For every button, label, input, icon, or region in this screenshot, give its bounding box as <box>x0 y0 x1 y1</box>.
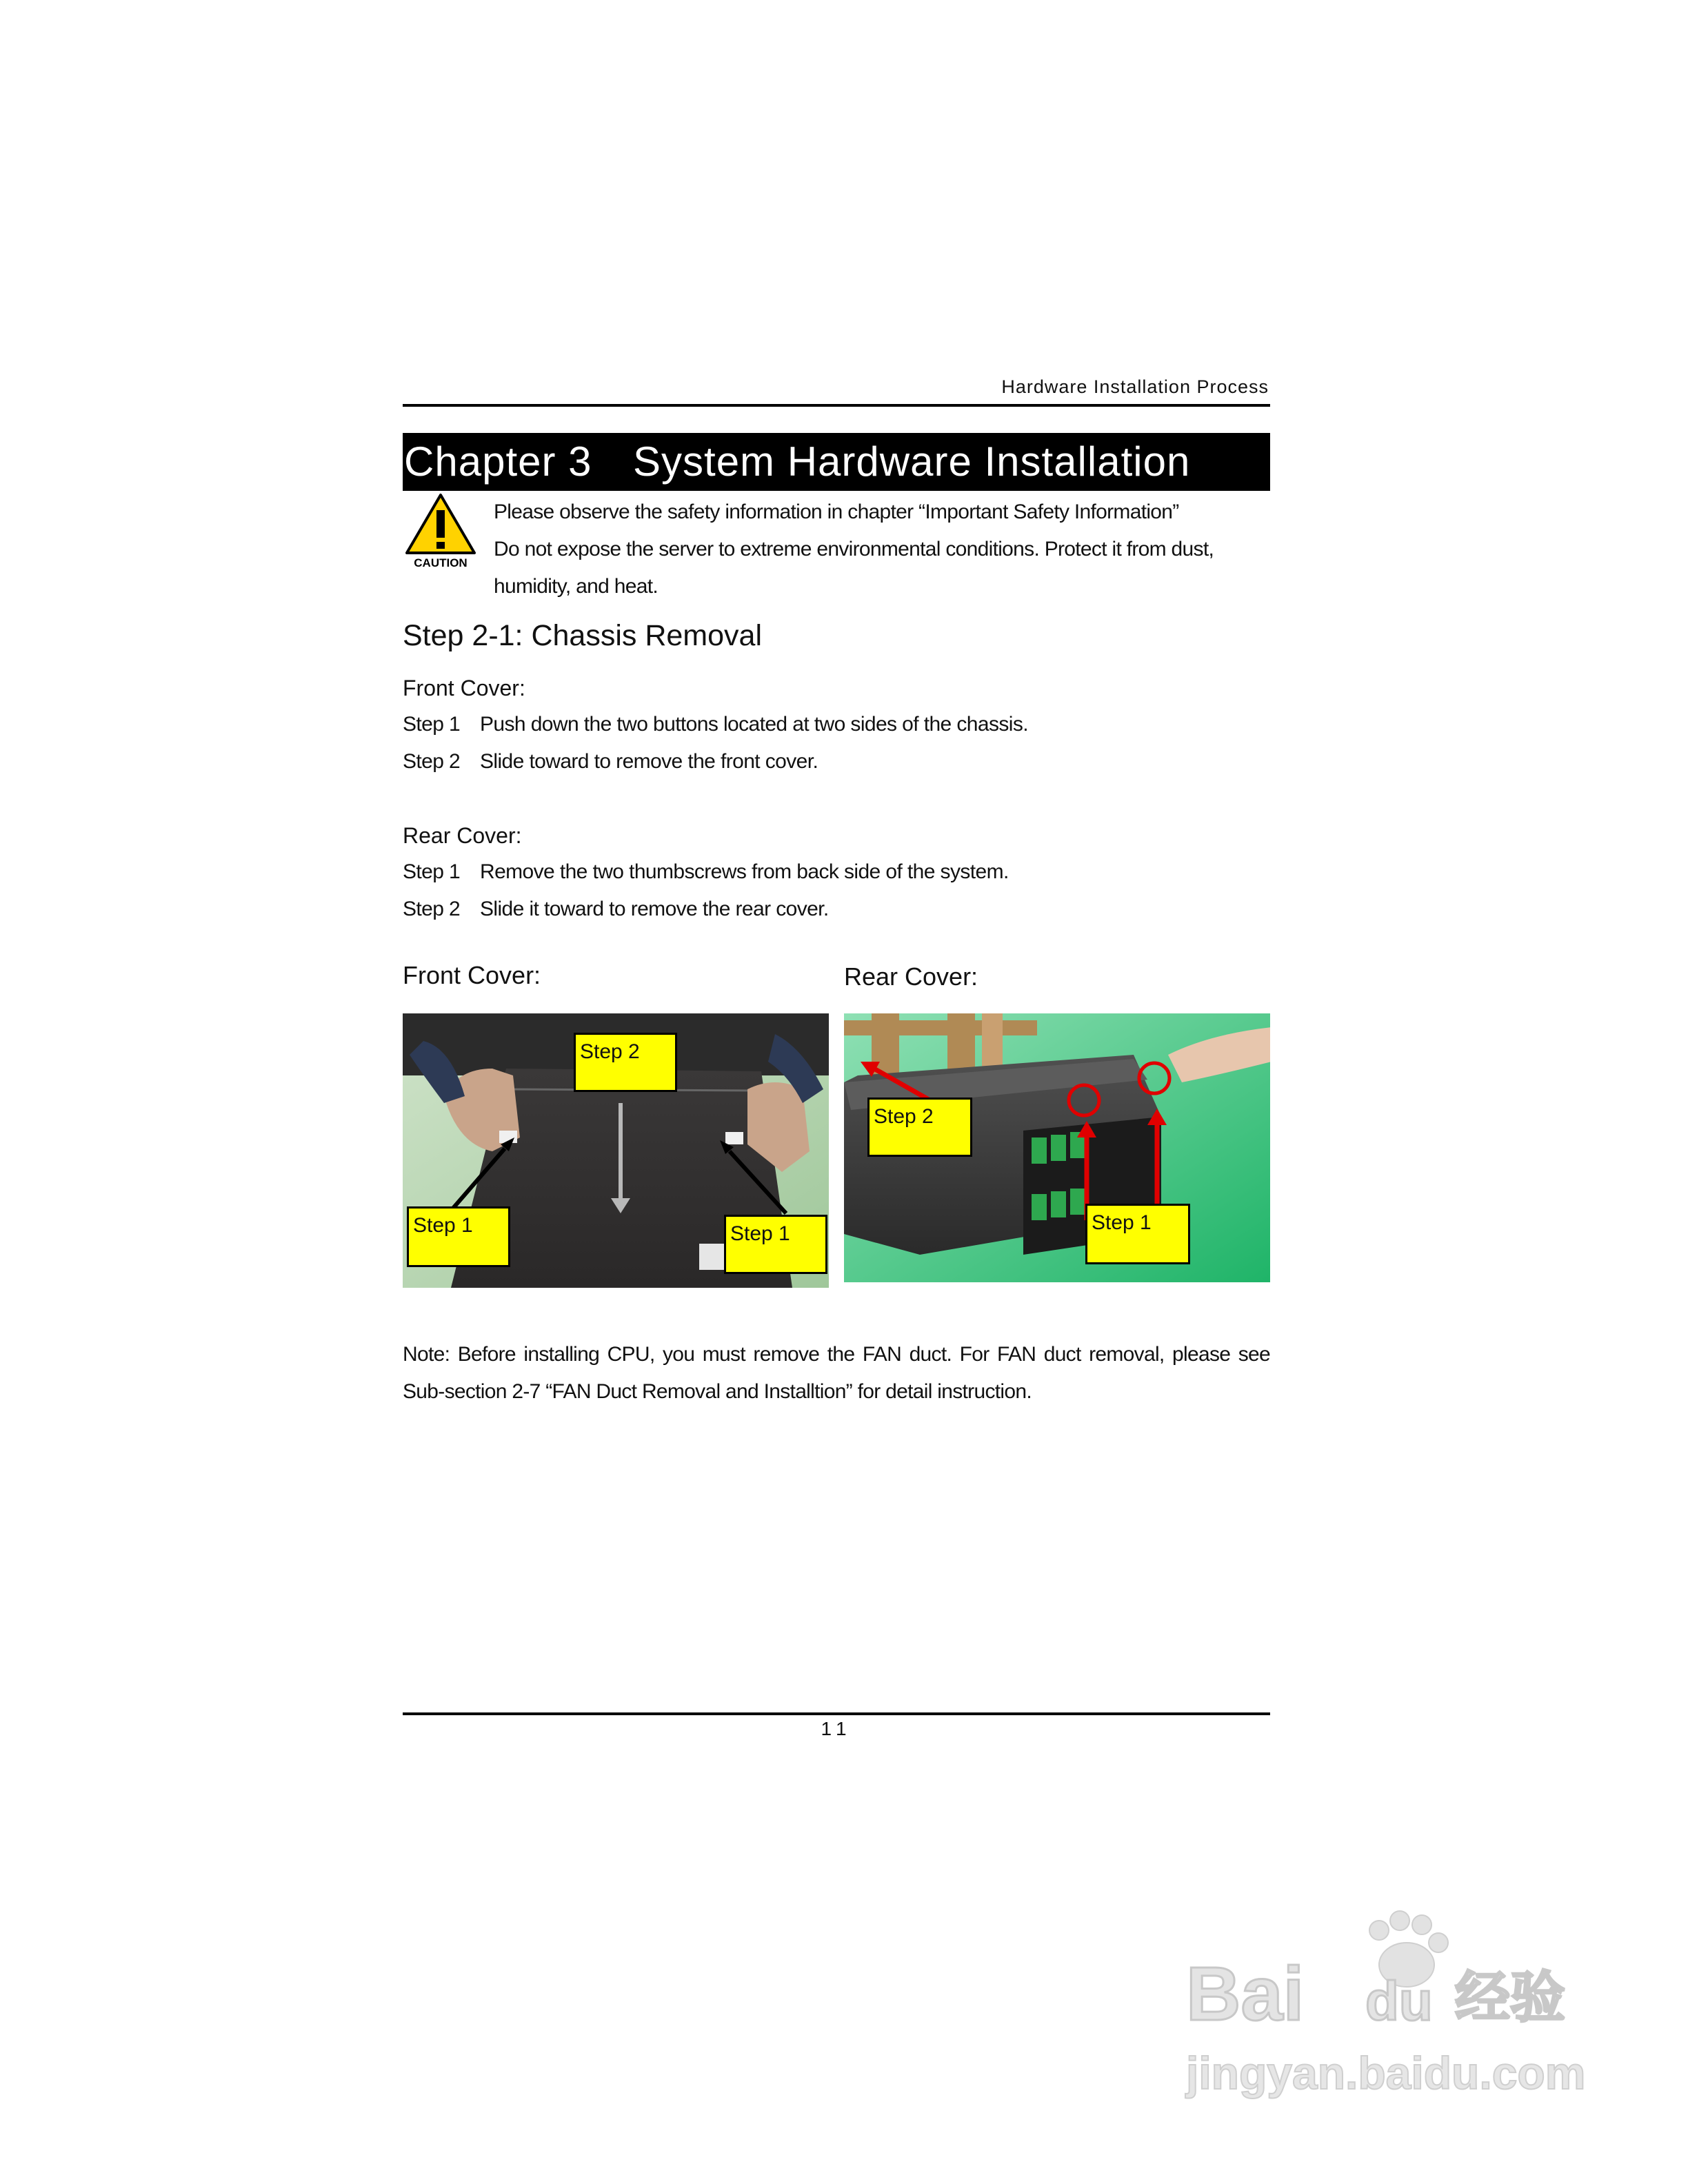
rear-cover-heading: Rear Cover: <box>403 823 522 848</box>
footer-rule <box>403 1712 1270 1715</box>
callout-rear-step-1: Step 1 <box>1085 1204 1190 1264</box>
rear-cover-photo <box>844 1013 1270 1282</box>
step-text: Remove the two thumbscrews from back side of the system. <box>480 860 1009 883</box>
step-label: Step 2 <box>403 898 461 920</box>
header-rule <box>403 404 1270 407</box>
callout-front-step-2: Step 2 <box>574 1033 677 1092</box>
chapter-number: Chapter 3 <box>404 438 592 485</box>
front-cover-heading: Front Cover: <box>403 676 525 700</box>
svg-text:经验: 经验 <box>1455 1965 1565 2030</box>
callout-rear-step-2: Step 2 <box>867 1098 972 1157</box>
caution-line: Do not expose the server to extreme environmental conditions. Protect it from dust, humidity, and heat. <box>494 538 1214 598</box>
note-paragraph: Note: Before installing CPU, you must remove the FAN duct. For FAN duct removal, please see Sub-section 2-7 “FAN Duct Removal and Installtion” for detail instruction. <box>403 1343 1270 1403</box>
step-text: Push down the two buttons located at two sides of the chassis. <box>480 713 1028 736</box>
caution-line: Please observe the safety information in chapter “Important Safety Information” <box>494 501 1179 523</box>
baidu-watermark-logo <box>1172 1903 1600 2110</box>
chapter-title-bar <box>403 433 1270 491</box>
front-cover-photo <box>403 1013 829 1288</box>
chapter-title: System Hardware Installation <box>633 438 1191 485</box>
caution-icon <box>404 492 477 569</box>
running-header: Hardware Installation Process <box>1001 376 1269 397</box>
caution-label: CAUTION <box>414 556 468 569</box>
step-label: Step 2 <box>403 750 461 773</box>
step-text: Slide toward to remove the front cover. <box>480 750 818 773</box>
section-title: Step 2-1: Chassis Removal <box>403 619 762 652</box>
svg-text:du: du <box>1365 1970 1433 2032</box>
front-figure-caption: Front Cover: <box>403 961 541 989</box>
step-text: Slide it toward to remove the rear cover. <box>480 898 829 920</box>
step-label: Step 1 <box>403 860 461 883</box>
watermark-url: jingyan.baidu.com <box>1186 2048 1586 2099</box>
caution-text <box>494 494 1273 605</box>
callout-front-step-1-right: Step 1 <box>724 1215 827 1274</box>
rear-figure-caption: Rear Cover: <box>844 962 978 991</box>
page-number: 11 <box>821 1718 852 1739</box>
step-label: Step 1 <box>403 713 461 736</box>
callout-front-step-1-left: Step 1 <box>407 1206 510 1267</box>
svg-text:Bai: Bai <box>1186 1952 1305 2036</box>
